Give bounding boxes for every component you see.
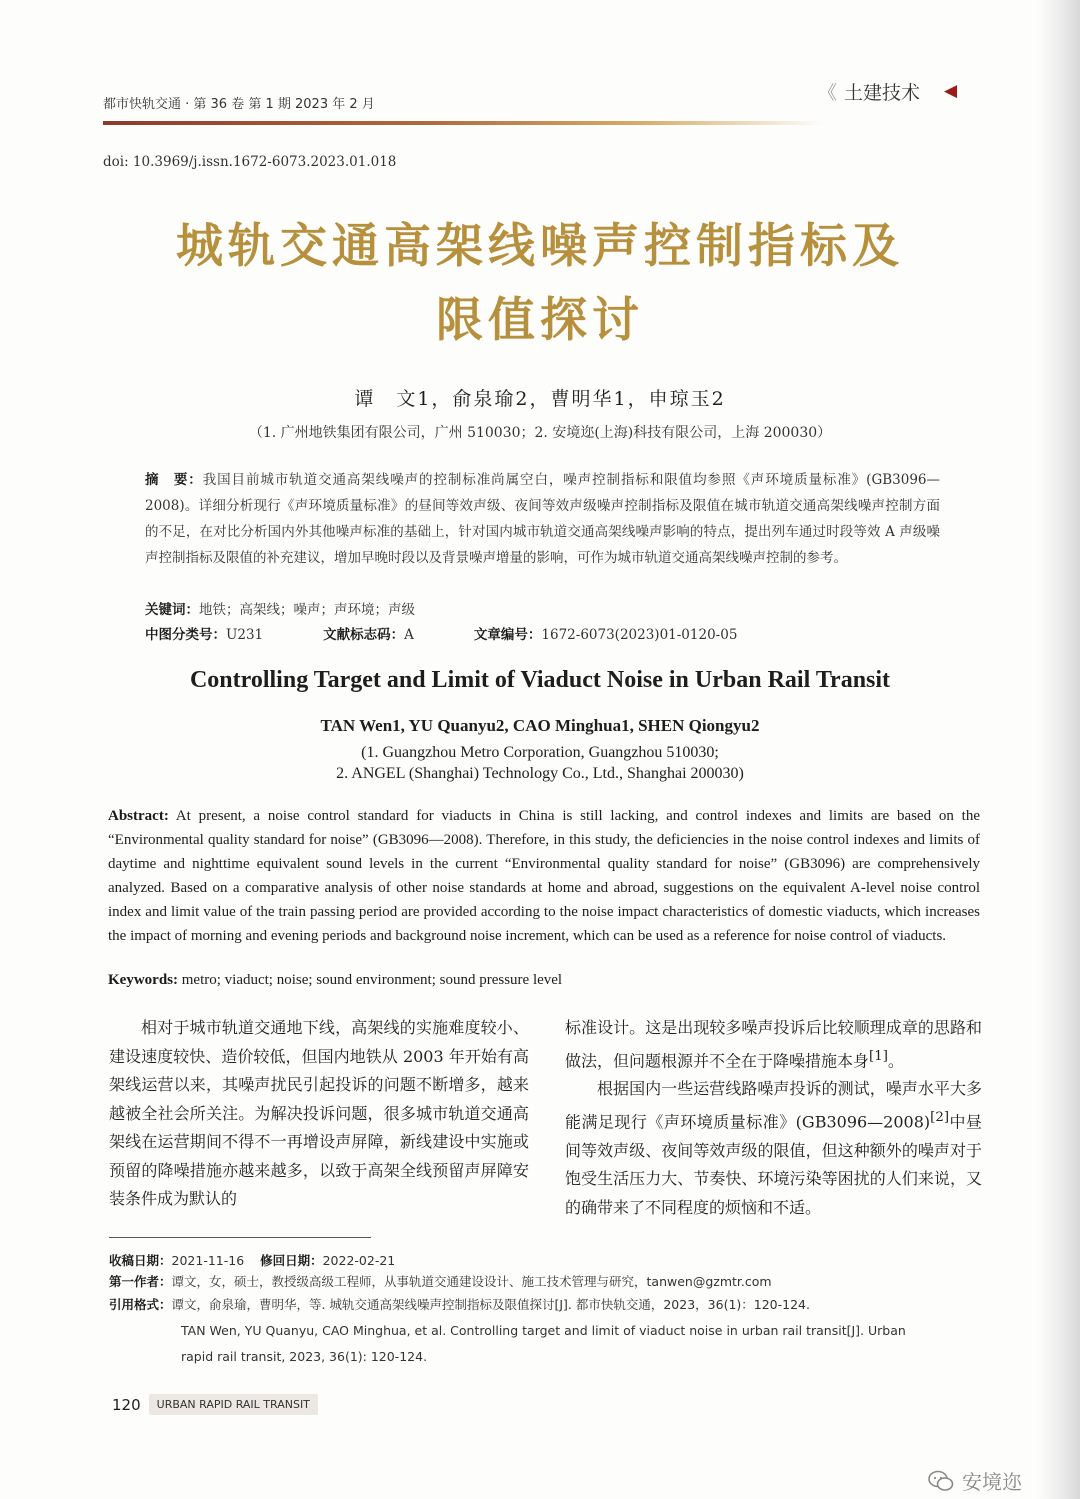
article-value: 1672-6073(2023)01-0120-05 [541, 627, 738, 643]
abstract-cn [145, 467, 940, 571]
section-label: 土建技术 [844, 81, 921, 104]
double-chevron-left-icon: 《 [818, 81, 835, 104]
page-edge-shadow [1038, 0, 1080, 1499]
page-footer [112, 1394, 318, 1415]
citation-ref: [1] [869, 1048, 888, 1064]
keywords-cn [145, 598, 415, 618]
footnote-rule [109, 1237, 371, 1238]
wechat-icon [928, 1470, 954, 1492]
body-text: 根据国内一些运营线路噪声投诉的测试，噪声水平大多能满足现行《声环境质量标准》(GB3096—2008) [565, 1079, 982, 1132]
body-paragraph: 相对于城市轨道交通地下线，高架线的实施难度较小、建设速度较快、造价较低，但国内地铁从 2003 年开始有高架线运营以来，其噪声扰民引起投诉的问题不断增多，越来越被全社会所关注。为解决投诉问题，很多城市轨道交通高架线在运营期间不得不一再增设声屏障，新线建设中实施或预留的降噪措施亦越来越多，以致于高架全线预留声屏障安装条件成为默认的 [109, 1018, 529, 1208]
affiliation-en-line2: 2. ANGEL (Shanghai) Technology Co., Ltd., Shanghai 200030) [336, 765, 744, 782]
received-date: 2021-11-16 [171, 1253, 245, 1268]
author-info: 谭文，女，硕士，教授级高级工程师，从事轨道交通建设设计、施工技术管理与研究，tanwen@gzmtr.com [171, 1274, 772, 1289]
footnote-dates [109, 1251, 989, 1269]
citation-ref: [2] [930, 1109, 950, 1125]
clc-label: 中图分类号： [145, 627, 226, 643]
affiliation-cn: （1. 广州地铁集团有限公司，广州 510030；2. 安境迩(上海)科技有限公司，上海 200030） [248, 425, 832, 441]
abstract-cn-label: 摘 要： [145, 472, 203, 488]
cite-cn: 谭文，俞泉瑜，曹明华，等. 城轨交通高架线噪声控制指标及限值探讨[J]. 都市快轨交通，2023，36(1)：120-124. [171, 1297, 810, 1312]
body-column-left [109, 1014, 529, 1214]
body-text-end: 。 [887, 1050, 904, 1070]
keywords-en-text: metro; viaduct; noise; sound environment; sound pressure level [178, 972, 563, 988]
title-cn [100, 210, 980, 358]
authors-cn: 谭 文1，俞泉瑜2，曹明华1，申琼玉2 [354, 388, 726, 410]
cite-en-line1: TAN Wen, YU Quanyu, CAO Minghua, et al. Controlling target and limit of viaduct noise in urban rail transit[J]. Urban [181, 1323, 906, 1338]
clc-value: U231 [226, 627, 264, 643]
article-number [474, 623, 738, 643]
watermark-text: 安境迩 [962, 1470, 1022, 1494]
doc-label: 文献标志码： [323, 627, 405, 643]
body-text-end: 中昼间等效声级、夜间等效声级的限值，但这种额外的噪声对于饱受生活压力大、节奏快、环境污染等困扰的人们来说，又的确带来了不同程度的烦恼和不适。 [565, 1112, 982, 1217]
abstract-en-label: Abstract: [108, 808, 169, 824]
body-paragraph-continued [565, 1014, 982, 1075]
affiliation-en [100, 742, 980, 784]
footnote-citation [109, 1292, 989, 1370]
keywords-cn-text: 地铁；高架线；噪声；声环境；声级 [199, 602, 415, 618]
classification-meta [145, 623, 945, 643]
revised-label: 修回日期： [260, 1253, 323, 1268]
cite-en-line2: rapid rail transit, 2023, 36(1): 120-124. [181, 1349, 428, 1364]
title-cn-line1: 城轨交通高架线噪声控制指标及 [176, 219, 904, 274]
revised-date: 2022-02-21 [322, 1253, 396, 1268]
keywords-en-label: Keywords: [108, 972, 178, 988]
keywords-cn-label: 关键词： [145, 602, 199, 618]
body-paragraph [565, 1075, 982, 1222]
triangle-left-icon: ◀ [944, 81, 958, 101]
affiliation-en-line1: (1. Guangzhou Metro Corporation, Guangzhou 510030; [361, 744, 719, 761]
page-number: 120 [112, 1395, 141, 1414]
cite-label: 引用格式： [109, 1297, 172, 1312]
doc-value: A [404, 627, 414, 643]
author-label: 第一作者： [109, 1274, 172, 1289]
document-code [323, 623, 414, 643]
body-column-right [565, 1014, 982, 1222]
article-label: 文章编号： [473, 627, 542, 643]
abstract-cn-text: 我国目前城市轨道交通高架线噪声的控制标准尚属空白，噪声控制指标和限值均参照《声环境质量标准》(GB3096—2008)。详细分析现行《声环境质量标准》的昼间等效声级、夜间等效声级噪声控制指标及限值在城市轨道交通高架线噪声控制方面的不足，在对比分析国内外其他噪声标准的基础上，针对国内城市轨道交通高架线噪声影响的特点，提出列车通过时段等效 A 声级噪声控制指标及限值的补充建议，增加早晚时段以及背景噪声增量的影响，可作为城市轨道交通高架线噪声控制的参考。 [145, 472, 941, 566]
journal-name-en: URBAN RAPID RAIL TRANSIT [149, 1394, 318, 1415]
abstract-en-text: At present, a noise control standard for viaducts in China is still lacking, and control indexes and limits are based on the “Environmental quality standard for noise” (GB3096—2008). Therefore, in this study, the deficiencies in the noise control indexes and limits of daytime and nighttime equivalent sound levels in the current “Environmental quality standard for noise” (GB3096) are comprehensively analyzed. Based on a comparative analysis of other noise standards at home and abroad, suggestions on the equivalent A-level noise control index and limit value of the train passing period are provided according to the noise impact characteristics of domestic viaducts, which increases the impact of morning and evening periods and background noise increment, which can be used as a reference for noise control of viaducts. [108, 808, 980, 944]
section-header [818, 78, 957, 104]
body-text: 标准设计。这是出现较多噪声投诉后比较顺理成章的思路和做法，但问题根源并不全在于降噪措施本身 [565, 1018, 982, 1070]
watermark [928, 1466, 1022, 1495]
footnote-author [109, 1272, 989, 1290]
abstract-en [108, 804, 980, 948]
header-rule [103, 121, 823, 125]
title-cn-line2: 限值探讨 [436, 293, 644, 348]
doi: doi: 10.3969/j.issn.1672-6073.2023.01.018 [103, 154, 397, 170]
keywords-en [108, 972, 980, 989]
clc-code [145, 623, 263, 643]
title-en: Controlling Target and Limit of Viaduct Noise in Urban Rail Transit [189, 667, 891, 693]
journal-header: 都市快轨交通 · 第 36 卷 第 1 期 2023 年 2 月 [103, 97, 375, 112]
authors-en: TAN Wen1, YU Quanyu2, CAO Minghua1, SHEN Qiongyu2 [320, 716, 760, 735]
received-label: 收稿日期： [109, 1253, 172, 1268]
